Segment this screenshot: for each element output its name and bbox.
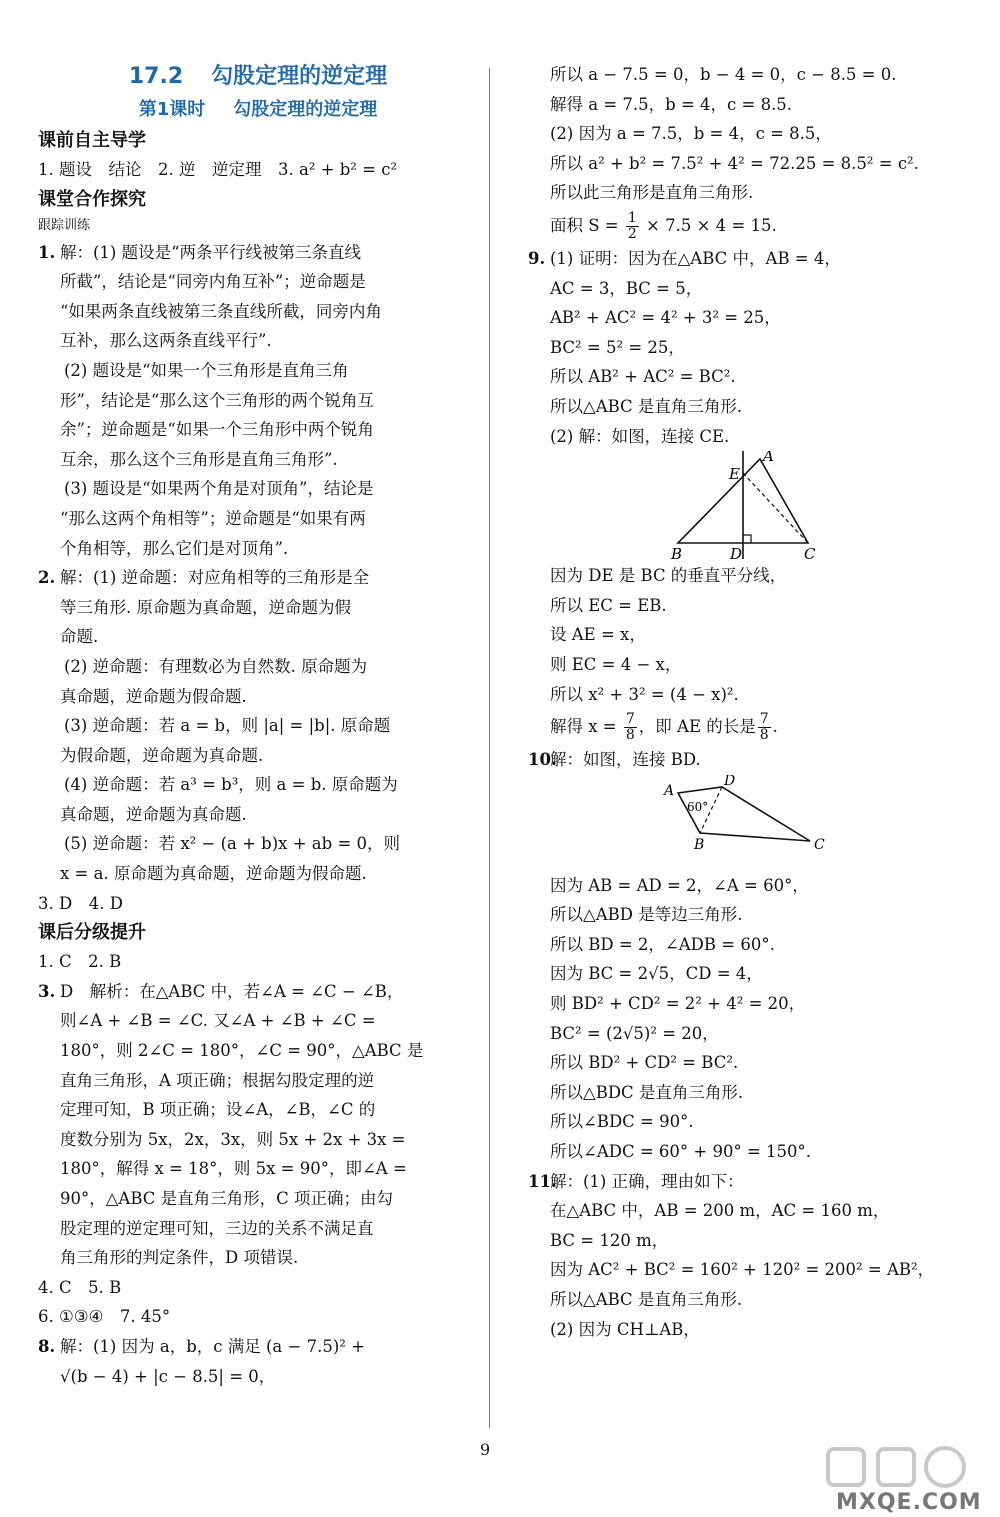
continuation-line: 真命题，逆命题为假命题. — [60, 686, 247, 706]
continuation-line: 所以△ABC 是直角三角形. — [550, 1290, 743, 1309]
continuation-line: 所以 x² + 3² = (4 − x)². — [550, 684, 739, 704]
fraction-one-half — [626, 211, 639, 242]
subpart-line: (3) 逆命题：若 a = b，则 |a| = |b|. 原命题 — [64, 716, 391, 736]
continuation-line: 在△ABC 中，AB = 200 m，AC = 160 m， — [550, 1201, 890, 1221]
question-text: 解：如图，连接 BD. — [550, 750, 701, 770]
answer-line: 1. 题设 结论 2. 逆 逆定理 3. a² + b² = c² — [38, 160, 398, 179]
continuation-line: 角三角形的判定条件，D 项错误. — [60, 1248, 299, 1268]
continuation-line: 90°，△ABC 是直角三角形，C 项正确；由勾 — [60, 1189, 394, 1208]
continuation-line: 因为 BC = 2√5，CD = 4， — [550, 964, 763, 984]
continuation-line: 则∠A + ∠B = ∠C. 又∠A + ∠B + ∠C = — [60, 1011, 376, 1031]
continuation-line: BC = 120 m， — [550, 1230, 669, 1250]
right-column — [528, 60, 948, 1344]
continuation-line: 个角相等，那么它们是对顶角”. — [60, 538, 289, 558]
area-line — [528, 208, 948, 244]
solution-prefix: 解得 x = — [550, 717, 622, 737]
triangle-diagram — [528, 451, 948, 561]
fraction-one-half-denominator: 2 — [627, 225, 637, 242]
continuation-line: 所以 BD = 2，∠ADB = 60°. — [550, 934, 775, 954]
chapter-heading: 17.2 勾股定理的逆定理 — [128, 64, 388, 89]
label-d: D — [730, 545, 743, 562]
label-c: C — [804, 545, 816, 562]
continuation-line: “如果两条直线被第三条直线所截，同旁内角 — [60, 301, 382, 321]
continuation-line: 等三角形. 原命题为真命题，逆命题为假 — [60, 597, 351, 617]
continuation-line: √(b − 4) + |c − 8.5| = 0， — [60, 1366, 276, 1386]
fraction-one-half-numerator: 1 — [627, 209, 637, 226]
question-number: 9. — [528, 248, 546, 268]
continuation-line: BC² = (2√5)² = 20， — [550, 1023, 719, 1043]
continuation-line: 所以△ABD 是等边三角形. — [550, 905, 743, 925]
fraction-x — [624, 712, 637, 743]
question-text: (1) 证明：因为在△ABC 中，AB = 4， — [550, 248, 841, 268]
continuation-line: 则 BD² + CD² = 2² + 4² = 20， — [550, 994, 806, 1014]
continuation-line: 则 EC = 4 − x， — [550, 654, 682, 674]
question-line — [528, 745, 948, 775]
continuation-line: 所以△ABC 是直角三角形. — [550, 396, 743, 416]
label-e: E — [729, 465, 740, 484]
label-a: A — [763, 451, 774, 466]
question-number: 1. — [38, 242, 56, 262]
continuation-line: 设 AE = x， — [550, 625, 646, 645]
continuation-line: 因为 AC² + BC² = 160² + 120² = 200² = AB²， — [550, 1260, 935, 1280]
watermark-text: MXQE.COM — [836, 1490, 982, 1515]
continuation-line: 因为 DE 是 BC 的垂直平分线， — [550, 566, 787, 586]
subpart-line: (5) 逆命题：若 x² − (a + b)x + ab = 0，则 — [64, 834, 401, 854]
continuation-line: 所截”，结论是“同旁内角互补”；逆命题是 — [60, 272, 366, 292]
continuation-line: 度数分别为 5x，2x，3x，则 5x + 2x + 3x = — [60, 1129, 406, 1149]
area-prefix: 面积 S = — [550, 215, 624, 235]
quadrilateral-abcd — [678, 787, 810, 841]
continuation-line: 互余，那么这个三角形是直角三角形”. — [60, 449, 338, 469]
solution-line — [528, 709, 948, 745]
question-text: 解：(1) 题设是“两条平行线被第三条直线 — [60, 242, 362, 262]
fraction-x-denominator: 8 — [625, 727, 635, 744]
continuation-line: 命题. — [60, 627, 99, 647]
label-c: C — [814, 836, 825, 853]
page-number: 9 — [480, 1440, 491, 1459]
continuation-line: 股定理的逆定理可知，三边的关系不满足直 — [60, 1218, 374, 1238]
continuation-line: 形”，结论是“那么这个三角形的两个锐角互 — [60, 390, 374, 410]
continuation-line: 所以 BD² + CD² = BC². — [550, 1053, 739, 1073]
continuation-line: 所以此三角形是直角三角形. — [550, 183, 754, 203]
continuation-line: 所以 AB² + AC² = BC². — [550, 367, 736, 387]
continuation-line: 所以∠BDC = 90°. — [550, 1112, 694, 1132]
question-number: 3. — [38, 981, 56, 1001]
column-divider — [489, 68, 490, 1428]
right-angle-mark — [743, 535, 751, 543]
subpart-line: (4) 逆命题：若 a³ = b³，则 a = b. 原命题为 — [64, 775, 398, 795]
continuation-line: 为假命题，逆命题为真命题. — [60, 745, 264, 765]
question-text: D 解析：在△ABC 中，若∠A = ∠C − ∠B， — [60, 981, 404, 1001]
continuation-line: “那么这两个角相等”；逆命题是“如果有两 — [60, 508, 366, 528]
question-number: 10. — [528, 750, 557, 770]
question-text: 解：(1) 逆命题：对应角相等的三角形是全 — [60, 568, 370, 588]
subpart-line: (2) 逆命题：有理数必为自然数. 原命题为 — [64, 656, 368, 676]
lesson-heading: 第1课时 勾股定理的逆定理 — [138, 99, 378, 120]
continuation-line: AC = 3，BC = 5， — [550, 278, 703, 298]
section-heading: 课前自主导学 — [38, 130, 146, 151]
continuation-line: 所以∠ADC = 60° + 90° = 150°. — [550, 1142, 812, 1162]
question-line — [38, 563, 453, 593]
label-a: A — [664, 782, 675, 799]
question-line — [528, 244, 948, 274]
question-text: 解：(1) 因为 a，b，c 满足 (a − 7.5)² + — [60, 1336, 365, 1356]
fraction-ae-denominator: 8 — [759, 727, 769, 744]
fraction-x-numerator: 7 — [625, 711, 635, 728]
answer-line: 1. C 2. B — [38, 952, 122, 972]
solution-middle: ，即 AE 的长是 — [638, 717, 756, 737]
continuation-line: x = a. 原命题为真命题，逆命题为假命题. — [60, 864, 367, 884]
left-column — [38, 60, 453, 1391]
question-line — [38, 977, 453, 1007]
question-line — [38, 1332, 453, 1362]
continuation-line: 所以 a − 7.5 = 0，b − 4 = 0，c − 8.5 = 0. — [550, 65, 897, 84]
section-heading: 课后分级提升 — [38, 922, 146, 944]
continuation-line: 真命题，逆命题为真命题. — [60, 804, 247, 824]
left-body — [38, 126, 453, 1391]
continuation-line: BC² = 5² = 25， — [550, 337, 685, 357]
fraction-ae — [758, 712, 771, 743]
section-heading: 课堂合作探究 — [38, 188, 146, 210]
right-body — [528, 60, 948, 1344]
continuation-line: 所以△BDC 是直角三角形. — [550, 1082, 744, 1102]
label-d: D — [724, 774, 736, 789]
figure-quadrilateral-abcd — [528, 775, 948, 871]
question-text: 解：(1) 正确，理由如下： — [550, 1171, 744, 1191]
subpart-line: (3) 题设是“如果两个角是对顶角”，结论是 — [64, 479, 374, 499]
continuation-line: 所以 a² + b² = 7.5² + 4² = 72.25 = 8.5² = c². — [550, 153, 919, 173]
continuation-line: (2) 因为 CH⊥AB， — [550, 1319, 700, 1339]
continuation-line: 因为 AB = AD = 2，∠A = 60°， — [550, 875, 809, 895]
fraction-ae-numerator: 7 — [759, 711, 769, 728]
continuation-line: 直角三角形，A 项正确；根据勾股定理的逆 — [60, 1070, 375, 1090]
continuation-line: (2) 因为 a = 7.5，b = 4，c = 8.5， — [550, 124, 832, 144]
figure-triangle-abc — [528, 451, 948, 561]
answer-line: 6. ①③④ 7. 45° — [38, 1307, 171, 1327]
area-suffix: × 7.5 × 4 = 15. — [640, 215, 777, 235]
subsection-heading: 跟踪训练 — [38, 217, 91, 233]
quadrilateral-diagram — [528, 775, 948, 871]
question-number: 8. — [38, 1336, 56, 1356]
continuation-line: 180°，解得 x = 18°，则 5x = 90°，即∠A = — [60, 1159, 407, 1179]
answer-line: 4. C 5. B — [38, 1277, 122, 1297]
continuation-line: AB² + AC² = 4² + 3² = 25， — [550, 308, 781, 328]
solution-suffix: . — [772, 717, 778, 737]
question-number: 11. — [528, 1171, 557, 1191]
continuation-line: 互补，那么这两条直线平行”. — [60, 331, 272, 351]
continuation-line: 所以 EC = EB. — [550, 595, 667, 615]
label-b: B — [694, 836, 705, 853]
continuation-line: 180°，则 2∠C = 180°，∠C = 90°，△ABC 是 — [60, 1041, 424, 1061]
label-angle: 60° — [687, 799, 709, 814]
segment-ce — [743, 473, 808, 543]
question-number: 2. — [38, 568, 56, 588]
continuation-line: 解得 a = 7.5，b = 4，c = 8.5. — [550, 94, 793, 114]
answer-line: 3. D 4. D — [38, 893, 123, 913]
continuation-line: (2) 解：如图，连接 CE. — [550, 426, 730, 446]
subpart-line: (2) 题设是“如果一个三角形是直角三角 — [64, 360, 349, 380]
question-line — [38, 238, 453, 268]
continuation-line: 定理可知，B 项正确；设∠A，∠B，∠C 的 — [60, 1100, 376, 1120]
continuation-line: 余”；逆命题是“如果一个三角形中两个锐角 — [60, 420, 374, 440]
question-line — [528, 1167, 948, 1197]
label-b: B — [671, 545, 683, 562]
